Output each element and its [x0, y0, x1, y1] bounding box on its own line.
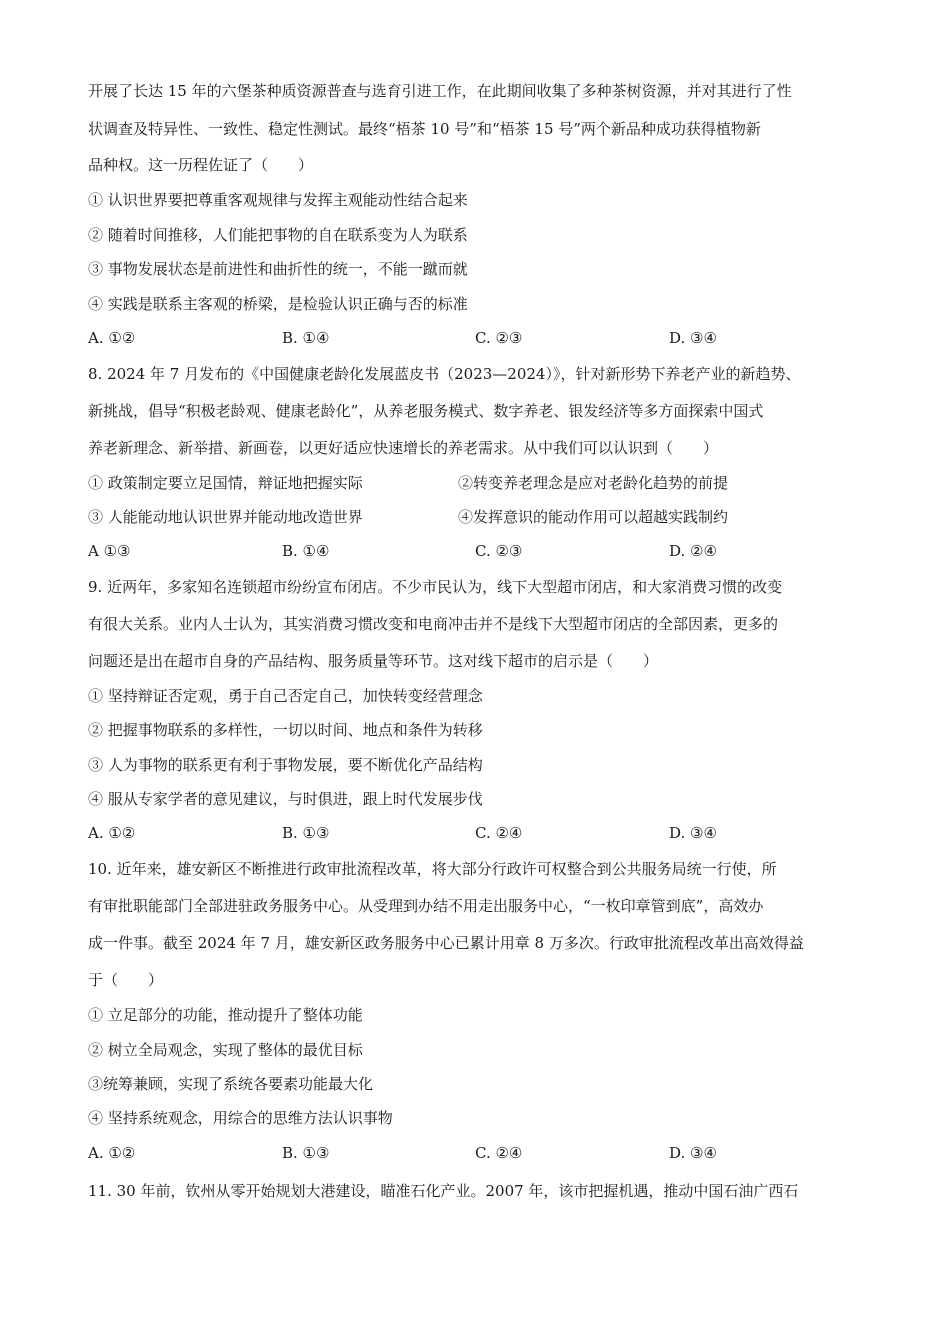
- q9-item-4: ④ 服从专家学者的意见建议，与时俱进，跟上时代发展步伐: [88, 790, 483, 808]
- q8-stem-line-3: 养老新理念、新举措、新画卷，以更好适应快速增长的养老需求。从中我们可以认识到（ ）: [88, 439, 719, 457]
- q7-stem-line-2: 状调查及特异性、一致性、稳定性测试。最终“梧茶 10 号”和“梧茶 15 号”两个新品种成功获得植物新: [88, 120, 761, 138]
- q7-item-3: ③ 事物发展状态是前进性和曲折性的统一，不能一蹴而就: [88, 260, 468, 278]
- q10-choice-d[interactable]: D. ③④: [669, 1144, 717, 1162]
- q10-choice-c[interactable]: C. ②④: [475, 1144, 523, 1162]
- q10-stem-line-3: 成一件事。截至 2024 年 7 月，雄安新区政务服务中心已累计用章 8 万多次。行政审批流程改革出高效得益: [88, 934, 804, 952]
- q7-item-1: ① 认识世界要把尊重客观规律与发挥主观能动性结合起来: [88, 191, 468, 209]
- q10-item-2: ② 树立全局观念，实现了整体的最优目标: [88, 1041, 363, 1059]
- q8-choice-d[interactable]: D. ②④: [669, 542, 717, 560]
- q8-item-2: ②转变养老理念是应对老龄化趋势的前提: [458, 474, 729, 492]
- q8-choice-b[interactable]: B. ①④: [282, 542, 330, 560]
- q10-choice-a[interactable]: A. ①②: [88, 1144, 136, 1162]
- q8-choice-a[interactable]: A ①③: [88, 542, 131, 560]
- q9-item-2: ② 把握事物联系的多样性，一切以时间、地点和条件为转移: [88, 721, 483, 739]
- q10-item-3: ③统筹兼顾，实现了系统各要素功能最大化: [88, 1075, 374, 1093]
- q9-stem-line-2: 有很大关系。业内人士认为，其实消费习惯改变和电商冲击并不是线下大型超市闭店的全部因素，更多的: [88, 615, 779, 633]
- q8-item-4: ④发挥意识的能动作用可以超越实践制约: [458, 508, 729, 526]
- q10-stem-line-4: 于（ ）: [88, 971, 164, 989]
- q8-stem-line-2: 新挑战，倡导“积极老龄观、健康老龄化”，从养老服务模式、数字养老、银发经济等多方面探索中国式: [88, 402, 764, 420]
- q9-choice-a[interactable]: A. ①②: [88, 824, 136, 842]
- q7-item-4: ④ 实践是联系主客观的桥梁，是检验认识正确与否的标准: [88, 295, 468, 313]
- q8-item-3: ③ 人能能动地认识世界并能动地改造世界: [88, 508, 363, 526]
- q9-choice-d[interactable]: D. ③④: [669, 824, 717, 842]
- q10-stem-line-2: 有审批职能部门全部进驻政务服务中心。从受理到办结不用走出服务中心，“一枚印章管到底”，高效办: [88, 897, 764, 915]
- q10-stem-line-1: 10. 近年来，雄安新区不断推进行政审批流程改革，将大部分行政许可权整合到公共服务局统一行使，所: [88, 860, 777, 878]
- q7-choice-a[interactable]: A. ①②: [88, 329, 136, 347]
- q9-item-3: ③ 人为事物的联系更有利于事物发展，要不断优化产品结构: [88, 756, 483, 774]
- q8-choice-c[interactable]: C. ②③: [475, 542, 523, 560]
- q7-stem-line-1: 开展了长达 15 年的六堡茶种质资源普查与选育引进工作，在此期间收集了多种茶树资源，并对其进行了性: [88, 82, 792, 100]
- q10-item-4: ④ 坚持系统观念，用综合的思维方法认识事物: [88, 1109, 393, 1127]
- q9-stem-line-3: 问题还是出在超市自身的产品结构、服务质量等环节。这对线下超市的启示是（ ）: [88, 652, 659, 670]
- q7-item-2: ② 随着时间推移，人们能把事物的自在联系变为人为联系: [88, 226, 468, 244]
- q9-choice-b[interactable]: B. ①③: [282, 824, 330, 842]
- q10-choice-b[interactable]: B. ①③: [282, 1144, 330, 1162]
- q9-choice-c[interactable]: C. ②④: [475, 824, 523, 842]
- q7-choice-b[interactable]: B. ①④: [282, 329, 330, 347]
- q7-choice-c[interactable]: C. ②③: [475, 329, 523, 347]
- q7-choice-d[interactable]: D. ③④: [669, 329, 717, 347]
- q9-item-1: ① 坚持辩证否定观，勇于自己否定自己，加快转变经营理念: [88, 687, 483, 705]
- q8-item-1: ① 政策制定要立足国情，辩证地把握实际: [88, 474, 363, 492]
- q11-stem-line-1: 11. 30 年前，钦州从零开始规划大港建设，瞄准石化产业。2007 年，该市把握机遇，推动中国石油广西石: [88, 1182, 799, 1200]
- q7-stem-line-3: 品种权。这一历程佐证了（ ）: [88, 156, 314, 174]
- q9-stem-line-1: 9. 近两年，多家知名连锁超市纷纷宣布闭店。不少市民认为，线下大型超市闭店，和大家消费习惯的改变: [88, 578, 783, 596]
- q8-stem-line-1: 8. 2024 年 7 月发布的《中国健康老龄化发展蓝皮书（2023—2024）》，针对新形势下养老产业的新趋势、: [88, 365, 801, 383]
- q10-item-1: ① 立足部分的功能，推动提升了整体功能: [88, 1006, 363, 1024]
